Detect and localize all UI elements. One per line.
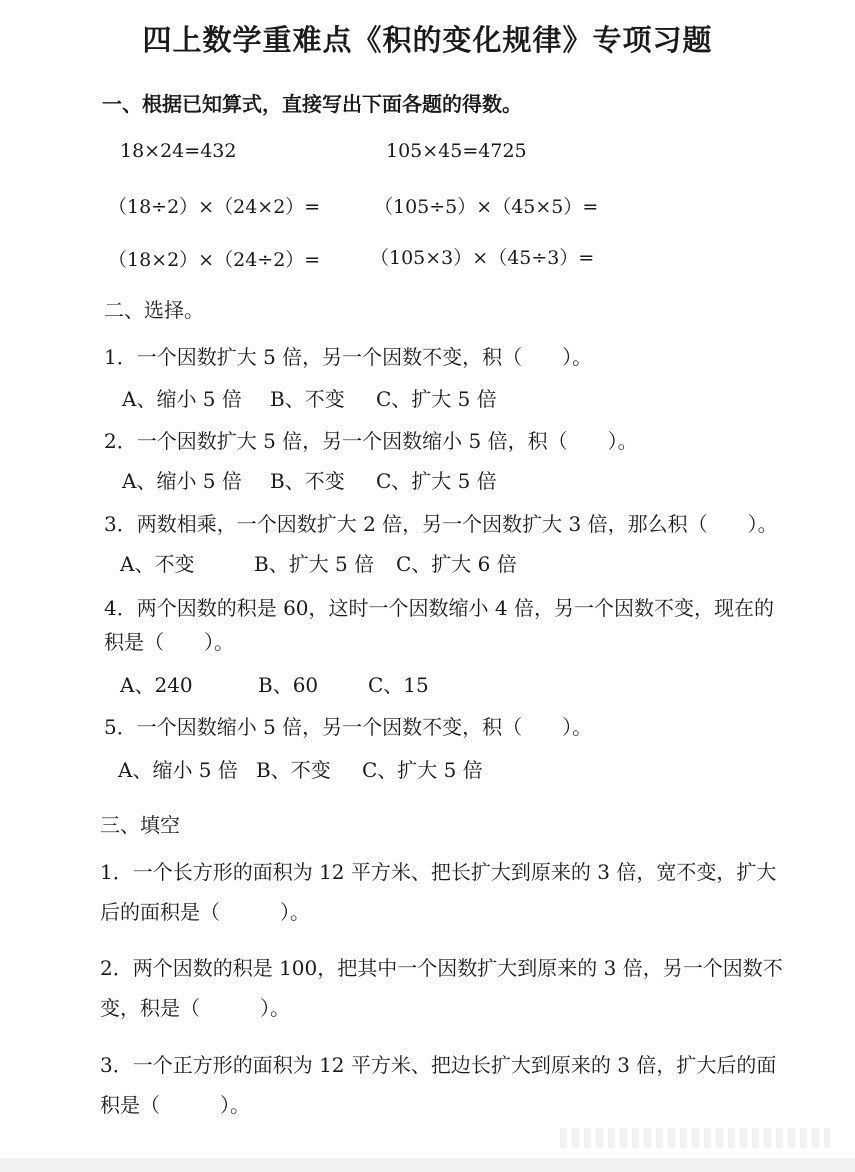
- section3-heading: 三、填空: [100, 813, 180, 837]
- calc-item-4: （105×3）×（45÷3）=: [370, 247, 595, 269]
- scan-noise: [560, 1128, 830, 1148]
- q2-option-b: B、不变: [270, 469, 345, 493]
- fill-3-line2: 积是（ ）。: [100, 1093, 250, 1117]
- question-1: 1．一个因数扩大 5 倍，另一个因数不变，积（ ）。: [104, 345, 593, 369]
- fill-3-line1: 3．一个正方形的面积为 12 平方米、把边长扩大到原来的 3 倍，扩大后的面: [100, 1053, 777, 1077]
- page-title: 四上数学重难点《积的变化规律》专项习题: [142, 23, 713, 57]
- q1-option-c: C、扩大 5 倍: [376, 387, 497, 411]
- calc-item-2: （105÷5）×（45×5）=: [374, 196, 599, 218]
- q4-option-a: A、240: [120, 673, 193, 697]
- calc-item-3: （18×2）×（24÷2）=: [108, 249, 321, 271]
- question-4-line1: 4．两个因数的积是 60，这时一个因数缩小 4 倍，另一个因数不变，现在的: [104, 596, 774, 620]
- fill-2-line1: 2．两个因数的积是 100，把其中一个因数扩大到原来的 3 倍，另一个因数不: [100, 956, 783, 980]
- q3-option-a: A、不变: [120, 552, 195, 576]
- fill-1-line1: 1．一个长方形的面积为 12 平方米、把长扩大到原来的 3 倍，宽不变，扩大: [100, 860, 777, 884]
- section2-heading: 二、选择。: [104, 298, 204, 322]
- question-2: 2．一个因数扩大 5 倍，另一个因数缩小 5 倍，积（ ）。: [104, 429, 638, 453]
- q5-option-b: B、不变: [256, 758, 331, 782]
- q1-option-a: A、缩小 5 倍: [122, 387, 242, 411]
- bottom-edge: [0, 1158, 855, 1172]
- q5-option-c: C、扩大 5 倍: [362, 758, 483, 782]
- fill-2-line2: 变，积是（ ）。: [100, 996, 290, 1020]
- q5-option-a: A、缩小 5 倍: [118, 758, 238, 782]
- question-3: 3．两数相乘，一个因数扩大 2 倍，另一个因数扩大 3 倍，那么积（ ）。: [104, 512, 778, 536]
- question-5: 5．一个因数缩小 5 倍，另一个因数不变，积（ ）。: [104, 715, 593, 739]
- fill-1-line2: 后的面积是（ ）。: [100, 900, 310, 924]
- q4-option-b: B、60: [258, 673, 319, 697]
- section1-heading: 一、根据已知算式，直接写出下面各题的得数。: [102, 92, 522, 116]
- q3-option-b: B、扩大 5 倍: [254, 552, 375, 576]
- question-4-line2: 积是（ ）。: [104, 630, 234, 654]
- q3-option-c: C、扩大 6 倍: [396, 552, 517, 576]
- q1-option-b: B、不变: [270, 387, 345, 411]
- q4-option-c: C、15: [368, 673, 429, 697]
- known-equation-2: 105×45=4725: [386, 140, 527, 162]
- calc-item-1: （18÷2）×（24×2）=: [108, 196, 321, 218]
- q2-option-a: A、缩小 5 倍: [122, 469, 242, 493]
- known-equation-1: 18×24=432: [120, 140, 237, 162]
- q2-option-c: C、扩大 5 倍: [376, 469, 497, 493]
